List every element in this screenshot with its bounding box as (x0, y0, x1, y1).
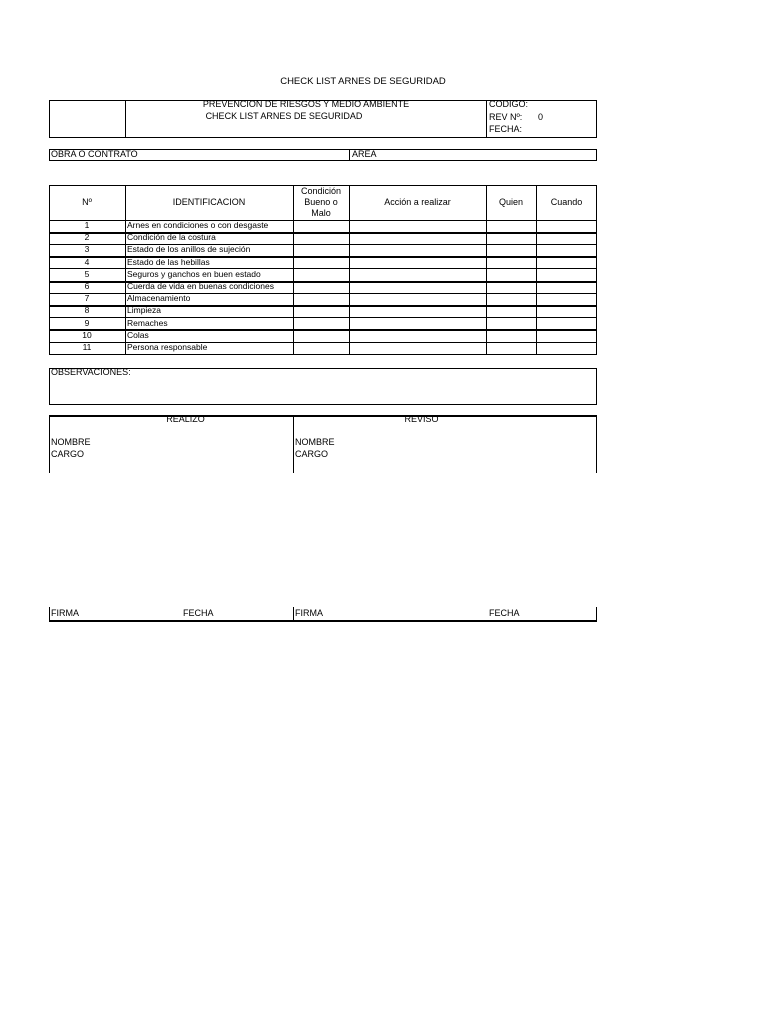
row-number: 2 (84, 232, 90, 243)
cuando-cell[interactable] (536, 330, 597, 342)
quien-cell[interactable] (486, 305, 536, 317)
quien-cell[interactable] (486, 293, 536, 305)
row-item: Seguros y ganchos en buen estado (127, 268, 261, 279)
accion-cell[interactable] (349, 269, 486, 281)
cuando-cell[interactable] (536, 244, 597, 256)
quien-cell[interactable] (486, 244, 536, 256)
row-number: 9 (84, 317, 90, 328)
cuando-cell[interactable] (536, 293, 597, 305)
table-row (49, 220, 597, 232)
condicion-cell[interactable] (293, 220, 349, 232)
row-item: Persona responsable (127, 342, 208, 352)
fecha-label: FECHA: (489, 124, 523, 134)
condicion-cell[interactable] (293, 269, 349, 281)
row-number: 3 (84, 244, 90, 255)
realizo-label: REALIZO (166, 414, 205, 424)
header-subtitle: CHECK LIST ARNES DE SEGURIDAD (205, 111, 363, 121)
firma-label-right: FIRMA (295, 608, 323, 618)
col-header-quien: Quien (498, 197, 524, 207)
table-row (49, 293, 597, 305)
header-org: PREVENCION DE RIESGOS Y MEDIO AMBIENTE (202, 99, 410, 109)
condicion-cell[interactable] (293, 281, 349, 293)
observaciones-label: OBSERVACIONES: (51, 367, 131, 377)
accion-cell[interactable] (349, 330, 486, 342)
fecha-label-left: FECHA (183, 608, 214, 618)
quien-cell[interactable] (486, 342, 536, 354)
condicion-cell[interactable] (293, 330, 349, 342)
accion-cell[interactable] (349, 232, 486, 244)
table-row (49, 244, 597, 256)
obra-label: OBRA O CONTRATO (51, 149, 138, 159)
row-item: Almacenamiento (127, 293, 191, 304)
table-row (49, 305, 597, 317)
accion-cell[interactable] (349, 293, 486, 305)
quien-cell[interactable] (486, 269, 536, 281)
page-title: CHECK LIST ARNES DE SEGURIDAD (280, 76, 446, 87)
accion-cell[interactable] (349, 220, 486, 232)
row-number: 10 (82, 329, 92, 340)
row-number: 8 (84, 305, 90, 316)
nombre-label-left: NOMBRE (51, 437, 91, 447)
quien-cell[interactable] (486, 257, 536, 269)
row-number: 4 (84, 256, 90, 267)
cargo-label-left: CARGO (51, 449, 85, 459)
table-row (49, 318, 597, 330)
quien-cell[interactable] (486, 318, 536, 330)
rev-value: 0 (538, 112, 544, 122)
cuando-cell[interactable] (536, 281, 597, 293)
reviso-label: REVISO (404, 414, 439, 424)
row-item: Limpieza (127, 305, 162, 316)
table-row (49, 257, 597, 269)
row-item: Remaches (127, 317, 168, 328)
condicion-cell[interactable] (293, 293, 349, 305)
quien-cell[interactable] (486, 220, 536, 232)
cuando-cell[interactable] (536, 318, 597, 330)
condicion-cell[interactable] (293, 232, 349, 244)
col-header-num: Nº (82, 197, 92, 207)
table-row (49, 269, 597, 281)
table-row (49, 281, 597, 293)
condicion-cell[interactable] (293, 305, 349, 317)
cuando-cell[interactable] (536, 269, 597, 281)
rev-label: REV Nº: (489, 112, 523, 122)
firma-label-left: FIRMA (51, 608, 79, 618)
condicion-cell[interactable] (293, 244, 349, 256)
col-header-cuando: Cuando (550, 197, 583, 207)
cuando-cell[interactable] (536, 232, 597, 244)
table-row (49, 330, 597, 342)
fecha-label-right: FECHA (489, 608, 520, 618)
cuando-cell[interactable] (536, 342, 597, 354)
accion-cell[interactable] (349, 318, 486, 330)
row-item: Condición de la costura (127, 232, 216, 243)
row-item: Arnes en condiciones o con desgaste (127, 220, 269, 230)
row-number: 5 (84, 268, 90, 279)
row-number: 6 (84, 281, 90, 291)
condicion-cell[interactable] (293, 318, 349, 330)
cuando-cell[interactable] (536, 305, 597, 317)
row-number: 11 (82, 342, 92, 352)
accion-cell[interactable] (349, 305, 486, 317)
accion-cell[interactable] (349, 244, 486, 256)
quien-cell[interactable] (486, 281, 536, 293)
cargo-label-right: CARGO (295, 449, 329, 459)
quien-cell[interactable] (486, 232, 536, 244)
col-header-identificacion: IDENTIFICACION (172, 197, 246, 207)
condicion-cell[interactable] (293, 342, 349, 354)
cuando-cell[interactable] (536, 220, 597, 232)
area-label: AREA (352, 149, 377, 159)
codigo-label: CODIGO: (489, 99, 529, 109)
accion-cell[interactable] (349, 281, 486, 293)
cuando-cell[interactable] (536, 257, 597, 269)
accion-cell[interactable] (349, 342, 486, 354)
nombre-label-right: NOMBRE (295, 437, 335, 447)
quien-cell[interactable] (486, 330, 536, 342)
col-header-condicion: Condición Bueno o Malo (300, 186, 342, 218)
col-header-accion: Acción a realizar (384, 197, 451, 207)
row-number: 7 (84, 293, 90, 304)
row-number: 1 (84, 220, 90, 230)
row-item: Cuerda de vida en buenas condiciones (127, 281, 274, 291)
row-item: Estado de las hebillas (127, 256, 210, 267)
condicion-cell[interactable] (293, 257, 349, 269)
row-item: Colas (127, 329, 149, 340)
table-row (49, 232, 597, 244)
row-item: Estado de los anillos de sujeción (127, 244, 251, 255)
observaciones-box (49, 368, 597, 405)
table-row (49, 342, 597, 354)
accion-cell[interactable] (349, 257, 486, 269)
